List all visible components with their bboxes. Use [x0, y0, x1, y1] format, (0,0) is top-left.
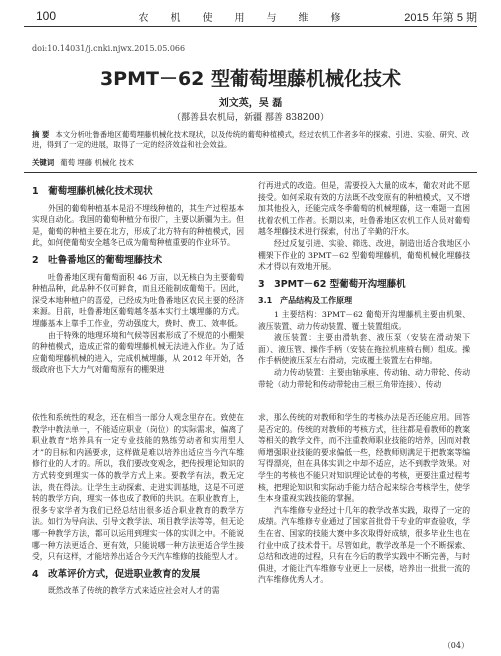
keywords-text: 葡萄 埋藤 机械化 技术 [60, 158, 134, 167]
paragraph: 汽车维修专业经过十几年的教学改革实践，取得了一定的成绩。汽车维修专业通过了国家首批骨干专业的审查验收，学生在省、国家的技能大赛中多次取得好成绩，很多毕业生也在行业中成了技术骨干。尽管如此，教学改革是一个不断探索、总结和改进的过程，只有在今后的教学实践中不断完善，与时俱进，才能让汽车维修专业更上一层楼，培养出一批批一流的汽车维修优秀人才。 [258, 505, 470, 585]
journal-name: 农机使用与维修 [138, 13, 363, 24]
abstract [32, 130, 470, 150]
section-heading-2: 2 吐鲁番地区的葡萄埋藤技术 [32, 254, 163, 266]
paragraph: 依性和系统性的观念，还在相当一部分人观念里存在。致使在教学中教法单一，不能适应职业（岗位）的实际需求，偏离了职业教育“培养具有一定专业技能的熟练劳动者和实用型人才”的目标和内涵要求，这样做是难以培养出适应当今汽车维修行业的人才的。所以，我们要改变观念，把传授理论知识的方式转变到理实一体的教学方式上来。要教学有法，教无定法，贵在得法。让学生主动探索、走进实训基地，这是不可逆转的教学方向，理实一体也成了教师的共识。在职业教育上，很多专家学者为我们已经总结出很多适合职业教育的教学方法。如行为导向法、引导文教学法、项目教学法等等，但无论哪一种教学方法，都可以运用到理实一体的实训之中。不能说哪一种方法更适合、更有效，只能说哪一种方法更适合学生接受，只有这样，才能培养出适合今天汽车维修的技能型人才。 [32, 413, 244, 562]
page-footer-number: （04） [442, 641, 469, 650]
column-1-top [32, 180, 244, 376]
paragraph: 经过反复引进、实验、筛选、改进，制造出适合我地区小棚架下作业的 3PMT－62 型葡萄埋藤机，葡萄机械化埋藤技术才得以有效地开展。 [258, 238, 470, 272]
paragraph: 由于特殊的地理环境和气候等因素形成了不规范的小棚架的种植模式，造成正常的葡萄埋藤机械无法进入作业。为了适应葡萄埋藤机械的进入，完成机械埋藤，从 2012 年开始，各级政府也下大力气对葡萄原有的棚架进 [32, 330, 244, 375]
keywords [32, 157, 470, 168]
column-1-bottom [32, 412, 244, 597]
affiliation: （鄯善县农机局，新疆 鄯善 838200） [171, 113, 330, 123]
abstract-text: 本文分析吐鲁番地区葡萄埋藤机械化技术现状，以及传统的葡萄种植模式，经过农机工作者多年的探索、引进、实验、研究、改进，得到了一定的进展，取得了一定的经济效益和社会效益。 [32, 130, 470, 149]
section-heading-3: 3 3PMT－62 型葡萄开沟埋藤机 [258, 278, 406, 290]
page-header [0, 0, 501, 30]
article-title: 3PMT－62 型葡萄埋藤机械化技术 [99, 68, 402, 90]
section-heading-4: 4 改革评价方式，促进职业教育的发展 [32, 568, 201, 580]
abstract-rule [24, 172, 477, 173]
header-rule [24, 26, 477, 27]
keywords-label: 关键词 [32, 158, 55, 167]
issue-label: 2015 年第 5 期 [404, 12, 477, 24]
paragraph: 既然改革了传统的教学方式来适应社会对人才的需 [48, 586, 220, 596]
paragraph: 求，那么传统的对教师和学生的考核办法是否还能应用。回答是否定的。传统的对教师的考核方式，往往都是看教师的教案等相关的教学文件，而不注重教师职业技能的培养，因而对教师增强职业技能的要求偏低一些，经教师则满足于把教案等编写得漂亮，但在具体实训之中却不适应，达不到教学效果。对学生的考核也不能只对知识理论试卷的考核，更要注重过程考核，把理论知识和实际动手能力结合起来综合考核学生，使学生本身重视实践技能的掌握。 [258, 413, 470, 504]
author-line: 刘文英，吴 磊 [218, 98, 283, 109]
paragraph: 行再进式的改造。但是，需要投入大量的成本，葡农对此不愿接受。如何采取有效的方法既不改变原有的种植模式，又不增加其他投入，还能完成冬季葡萄的机械埋藤，这一难题一直困扰着农机工作者。长期以来，吐鲁番地区农机工作人员对葡萄越冬埋藤技术进行探索，付出了辛勤的汗水。 [258, 181, 470, 237]
subsection-heading-3-1: 3.1 产品结构及工作原理 [258, 296, 353, 306]
doi: doi:10.14031/j.cnki.njwx.2015.05.066 [32, 44, 186, 53]
section-heading-1: 1 葡萄埋藤机械化技术现状 [32, 186, 153, 197]
paragraph: 液压装置：主要由滑轨套、液压泵（安装在滑动架下面）、液压管、操作手柄（安装在拖拉机座椅右侧）组成。操作手柄使液压泵左右滑动，完成覆土装置左右伸缩。 [258, 333, 470, 366]
abstract-label: 摘 要 [32, 130, 50, 139]
paragraph: 吐鲁番地区现有葡萄面积 46 万亩，以无核白为主要葡萄种植品种，此品种不仅可鲜食，而且还能制成葡萄干。因此，深受本地种植户的喜爱，已经成为吐鲁番地区农民主要的经济来源。目前，吐鲁番地区葡萄越冬基本实行土壤埋藤的方式。埋藤基本上靠手工作业，劳动强度大，费时、费工、效率低。 [32, 272, 244, 328]
paragraph: 动力传动装置：主要由轴承座、传动轴、动力带轮、传动带轮（动力带轮和传动带轮由三根三角带连接）、传动 [258, 367, 470, 389]
column-2-top [258, 180, 470, 390]
page-number: 100 [36, 9, 57, 23]
paragraph: 1 主要结构：3PMT－62 葡萄开沟埋藤机主要由机架、液压装置、动力传动装置、覆土装置组成。 [258, 309, 470, 331]
column-2-bottom [258, 412, 470, 586]
paragraph: 外国的葡萄种植基本是沿不埋线种植的，其生产过程基本实现自动化。我国的葡萄种植分布很广，主要以新疆为主。但是，葡萄的种植主要在北方，形成了北方特有的种植模式，因此，如何使葡萄安全越冬已成为葡萄种植重要的作业环节。 [32, 203, 244, 248]
